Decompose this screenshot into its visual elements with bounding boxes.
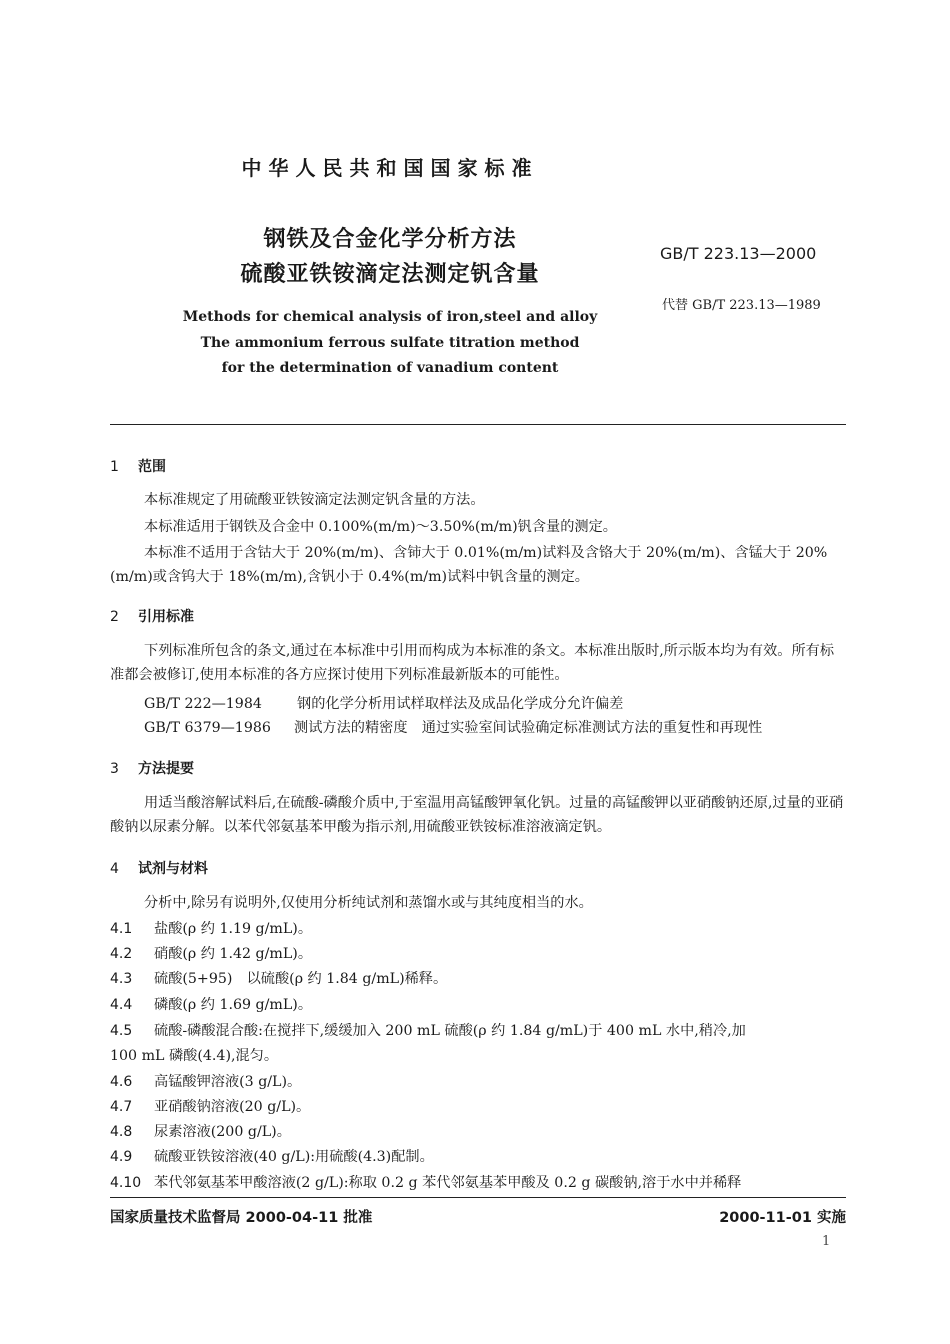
list-item [110,1146,434,1166]
section-number: 4 [110,861,119,877]
item-number: 4.4 [110,997,133,1013]
list-item [110,918,312,938]
list-item [110,994,312,1014]
paragraph: 本标准规定了用硫酸亚铁铵滴定法测定钒含量的方法。 [144,492,485,508]
section-4-heading [110,858,208,878]
item-number: 4.3 [110,971,133,987]
item-number: 4.1 [110,921,133,937]
section-2-heading [110,606,194,626]
item-number: 4.5 [110,1023,133,1039]
cited-standard [144,717,762,737]
item-number: 4.6 [110,1074,133,1090]
section-number: 1 [110,459,119,475]
cited-standard-code: GB/T 222—1984 [144,696,262,712]
item-text: 尿素溶液(200 g/L)。 [154,1124,291,1140]
english-title-line3: for the determination of vanadium content [221,360,559,376]
list-item [110,1121,291,1141]
item-text: 苯代邻氨基苯甲酸溶液(2 g/L):称取 0.2 g 苯代邻氨基苯甲酸及 0.2 g 碳酸钠,溶于水中并稀释 [154,1175,742,1191]
item-number: 4.7 [110,1099,133,1115]
english-title-line2: The ammonium ferrous sulfate titration method [200,335,580,351]
paragraph: 本标准适用于钢铁及合金中 0.100%(m/m)～3.50%(m/m)钒含量的测定。 [144,519,617,535]
list-item [110,943,312,963]
document-title-line1: 钢铁及合金化学分析方法 [263,227,517,252]
section-title: 范围 [138,459,166,475]
section-3-heading [110,758,194,778]
list-item-continuation: 100 mL 磷酸(4.4),混匀。 [110,1048,279,1064]
list-item [110,1071,301,1091]
section-number: 2 [110,609,119,625]
footer-rule [110,1197,846,1198]
paragraph: 下列标准所包含的条文,通过在本标准中引用而构成为本标准的条文。本标准出版时,所示版本均为有效。所有标准都会被修订,使用本标准的各方应探讨使用下列标准最新版本的可能性。 [110,643,835,683]
section-title: 试剂与材料 [138,861,208,877]
list-item [110,1172,741,1192]
section-number: 3 [110,761,119,777]
item-text: 高锰酸钾溶液(3 g/L)。 [154,1074,302,1090]
paragraph: 本标准不适用于含钴大于 20%(m/m)、含铈大于 0.01%(m/m)试料及含铬大于 20%(m/m)、含锰大于 20%(m/m)或含钨大于 18%(m/m),含钒小于 0.4%(m/m)试料中钒含量的测定。 [110,545,828,585]
item-text: 硫酸亚铁铵溶液(40 g/L):用硫酸(4.3)配制。 [154,1149,434,1165]
english-title-line1: Methods for chemical analysis of iron,steel and alloy [182,309,598,325]
effective-date: 2000-11-01 实施 [719,1210,846,1226]
document-title-line2: 硫酸亚铁铵滴定法测定钒含量 [240,262,540,287]
header-rule [110,424,846,425]
item-text: 亚硝酸钠溶液(20 g/L)。 [154,1099,311,1115]
paragraph: 分析中,除另有说明外,仅使用分析纯试剂和蒸馏水或与其纯度相当的水。 [144,895,593,911]
item-number: 4.9 [110,1149,133,1165]
list-item [110,968,447,988]
list-item [110,1096,310,1116]
list-item [110,1020,746,1040]
item-text: 硫酸-磷酸混合酸:在搅拌下,缓缓加入 200 mL 硫酸(ρ 约 1.84 g/mL)于 400 mL 水中,稍冷,加 [154,1023,746,1039]
item-text: 盐酸(ρ 约 1.19 g/mL)。 [154,921,313,937]
section-title: 方法提要 [138,761,194,777]
cited-standard-title: 钢的化学分析用试样取样法及成品化学成分允许偏差 [297,696,624,712]
item-text: 硫酸(5+95) 以硫酸(ρ 约 1.84 g/mL)稀释。 [154,971,448,987]
paragraph: 用适当酸溶解试料后,在硫酸-磷酸介质中,于室温用高锰酸钾氧化钒。过量的高锰酸钾以亚硝酸钠还原,过量的亚硝酸钠以尿素分解。以苯代邻氨基苯甲酸为指示剂,用硫酸亚铁铵标准溶液滴定钒。 [110,795,844,835]
cited-standard [144,693,623,713]
standard-title: 中华人民共和国国家标准 [241,156,539,180]
item-number: 4.10 [110,1175,142,1191]
item-number: 4.8 [110,1124,133,1140]
replaces-note: 代替 GB/T 223.13—1989 [662,298,821,313]
item-number: 4.2 [110,946,133,962]
section-title: 引用标准 [138,609,194,625]
cited-standard-code: GB/T 6379—1986 [144,720,271,736]
page-number: 1 [822,1234,831,1249]
item-text: 硝酸(ρ 约 1.42 g/mL)。 [154,946,313,962]
cited-standard-title: 测试方法的精密度 通过实验室间试验确定标准测试方法的重复性和再现性 [294,720,763,736]
item-text: 磷酸(ρ 约 1.69 g/mL)。 [154,997,313,1013]
section-1-heading [110,456,166,476]
approval-note: 国家质量技术监督局 2000-04-11 批准 [110,1210,373,1226]
standard-code: GB/T 223.13—2000 [660,244,817,263]
